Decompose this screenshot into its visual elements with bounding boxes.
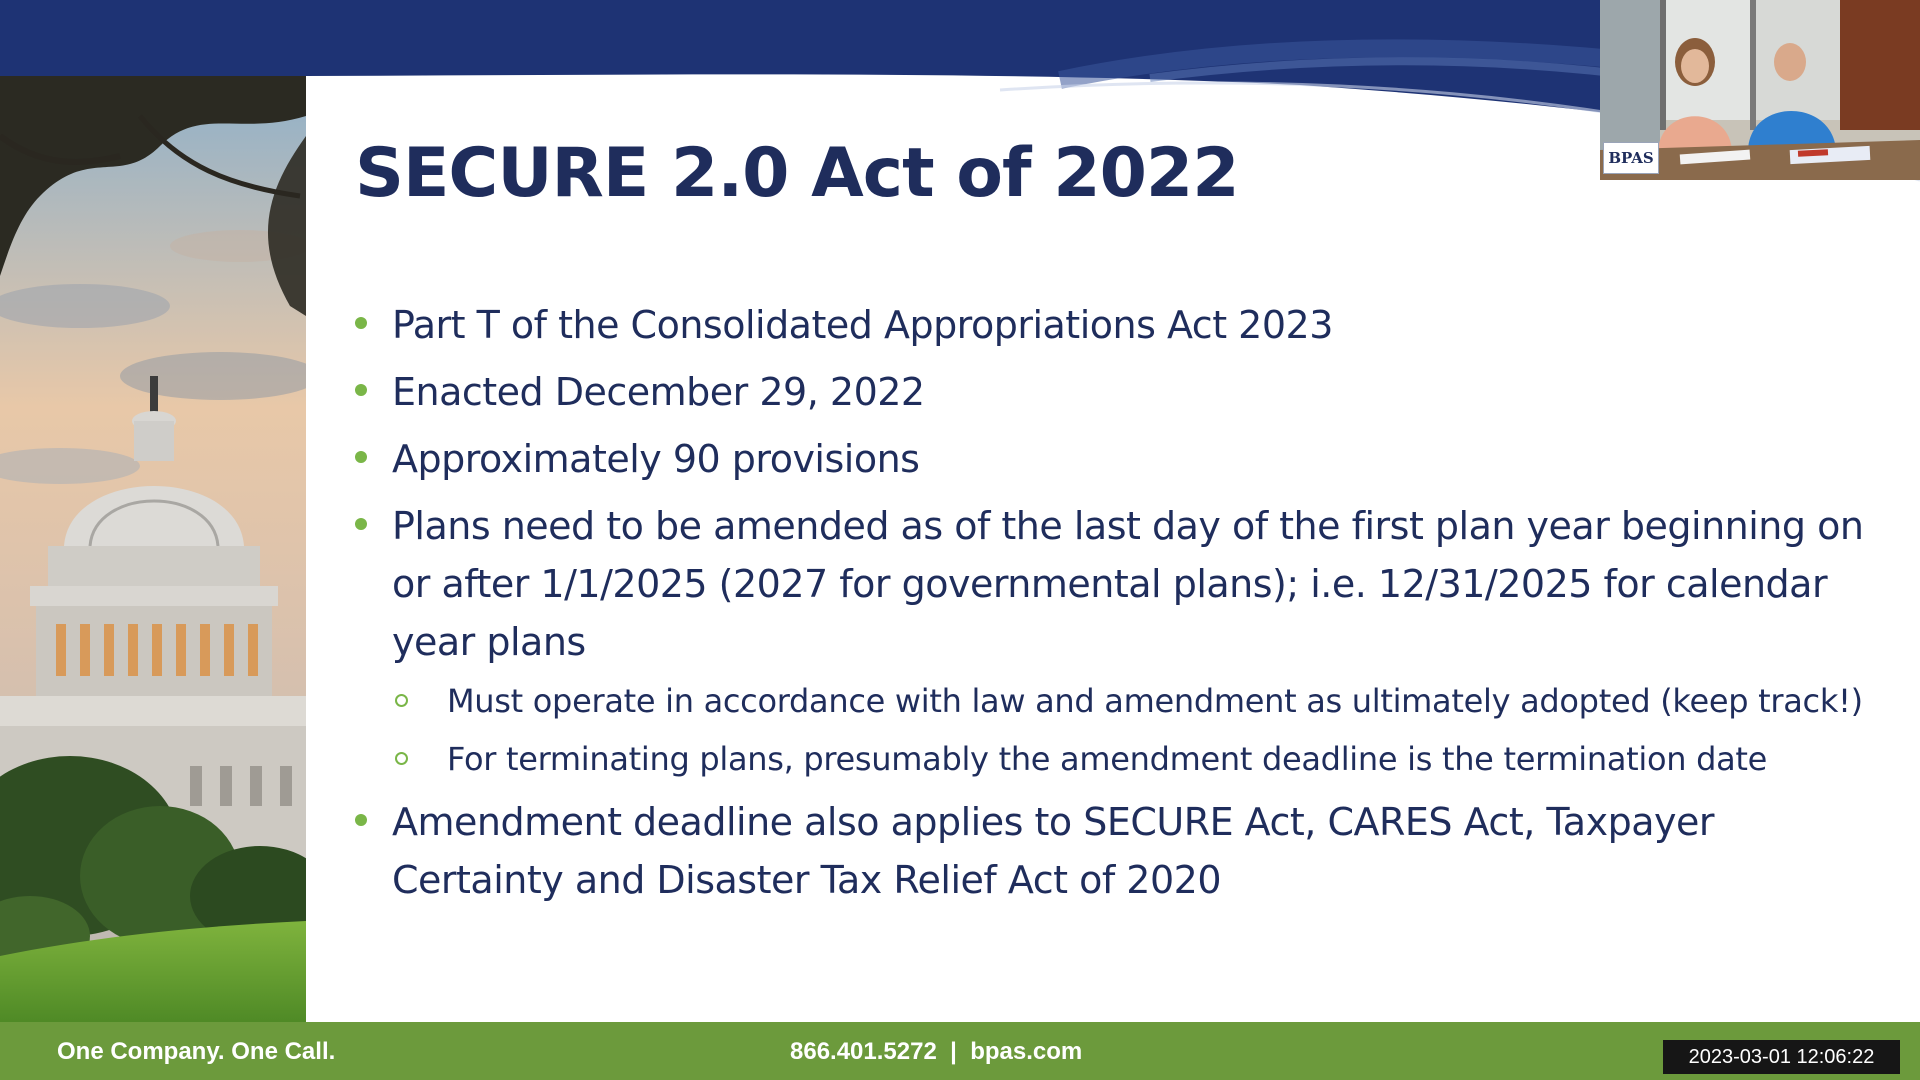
footer-separator: | bbox=[950, 1038, 957, 1065]
bullet-item bbox=[355, 793, 1875, 909]
bullet-item bbox=[355, 363, 1875, 421]
bullet-item bbox=[355, 497, 1875, 783]
subbullet-item bbox=[392, 735, 1875, 783]
bullet-text: Part T of the Consolidated Appropriations Act 2023 bbox=[392, 303, 1333, 347]
green-dot-icon bbox=[355, 317, 367, 329]
green-dot-icon bbox=[355, 384, 367, 396]
subbullet-item bbox=[392, 677, 1875, 725]
footer-contact bbox=[790, 1038, 1082, 1066]
green-dot-icon bbox=[355, 814, 367, 826]
bullet-item bbox=[355, 430, 1875, 488]
subbullet-list bbox=[392, 677, 1875, 783]
subbullet-text: Must operate in accordance with law and amendment as ultimately adopted (keep track!) bbox=[447, 682, 1863, 720]
bullet-list bbox=[355, 296, 1875, 918]
footer-website: bpas.com bbox=[970, 1038, 1083, 1065]
bullet-text: Enacted December 29, 2022 bbox=[392, 370, 925, 414]
bullet-text: Amendment deadline also applies to SECURE Act, CARES Act, Taxpayer Certainty and Disaster Tax Relief Act of 2020 bbox=[392, 800, 1714, 902]
slide-title: SECURE 2.0 Act of 2022 bbox=[355, 134, 1239, 213]
capitol-photo bbox=[0, 76, 306, 1022]
bullet-item bbox=[355, 296, 1875, 354]
subbullet-text: For terminating plans, presumably the amendment deadline is the termination date bbox=[447, 740, 1768, 778]
green-ring-icon bbox=[395, 694, 408, 707]
recording-timestamp: 2023-03-01 12:06:22 bbox=[1663, 1040, 1900, 1074]
bullet-text: Plans need to be amended as of the last day of the first plan year beginning on or after 1/1/2025 (2027 for governmental plans); i.e. 12/31/2025 for calendar year plans bbox=[392, 504, 1864, 664]
green-dot-icon bbox=[355, 451, 367, 463]
footer-tagline: One Company. One Call. bbox=[57, 1038, 336, 1065]
footer-phone: 866.401.5272 bbox=[790, 1038, 937, 1065]
green-dot-icon bbox=[355, 518, 367, 530]
green-ring-icon bbox=[395, 752, 408, 765]
bpas-logo-badge: BPAS bbox=[1603, 142, 1659, 174]
bullet-text: Approximately 90 provisions bbox=[392, 437, 920, 481]
